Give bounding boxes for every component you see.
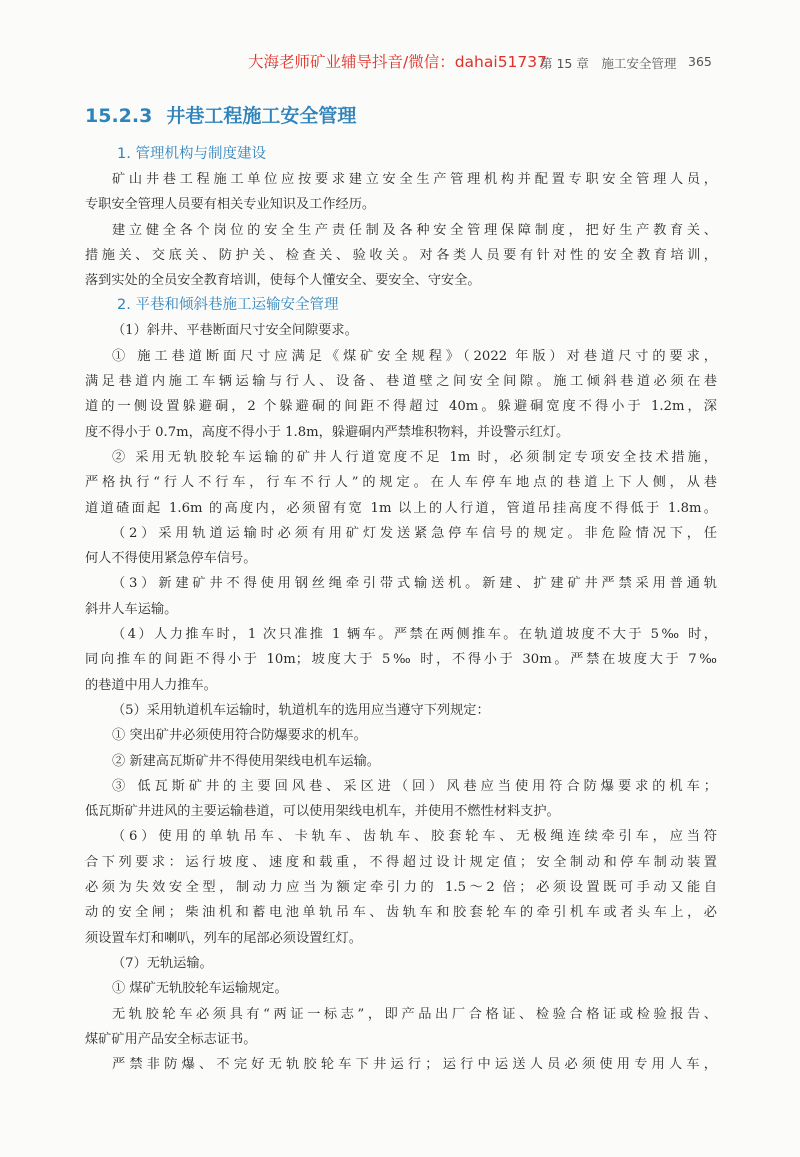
text-line: ① 施工巷道断面尺寸应满足《煤矿安全规程》（2022 年版）对巷道尺寸的要求， — [112, 348, 717, 364]
body-text — [85, 142, 717, 1077]
text-line: ② 新建高瓦斯矿井不得使用架线电机车运输。 — [112, 753, 380, 769]
text-line: 的巷道中用人力推车。 — [85, 677, 217, 693]
text-line: 合下列要求：运行坡度、速度和载重，不得超过设计规定值；安全制动和停车制动装置 — [85, 854, 717, 870]
text-line: （6）使用的单轨吊车、卡轨车、齿轨车、胶套轮车、无极绳连续牵引车，应当符 — [112, 829, 717, 845]
text-line: 度不得小于 0.7m，高度不得小于 1.8m，躲避硐内严禁堆积物料，并设警示红灯。 — [85, 424, 570, 440]
text-line: 建立健全各个岗位的安全生产责任制及各种安全管理保障制度，把好生产教育关、 — [112, 222, 717, 238]
text-line: 无轨胶轮车必须具有“两证一标志”，即产品出厂合格证、检验合格证或检验报告、 — [112, 1006, 717, 1022]
text-line: 同向推车的间距不得小于 10m；坡度大于 5‰ 时，不得小于 30m。严禁在坡度大于 7‰ — [85, 652, 717, 668]
text-line: 何人不得使用紧急停车信号。 — [85, 551, 257, 567]
text-line: 专职安全管理人员要有相关专业知识及工作经历。 — [85, 197, 376, 213]
text-line: 道道碴面起 1.6m 的高度内，必须留有宽 1m 以上的人行道，管道吊挂高度不得低于 1.8m。 — [85, 500, 717, 516]
text-line: （1）斜井、平巷断面尺寸安全间隙要求。 — [112, 323, 358, 339]
text-line: ③ 低瓦斯矿井的主要回风巷、采区进（回）风巷应当使用符合防爆要求的机车； — [112, 778, 717, 794]
text-line: 满足巷道内施工车辆运输与行人、设备、巷道壁之间安全间隙。施工倾斜巷道必须在巷 — [85, 374, 717, 390]
subsection-heading: 1. 管理机构与制度建设 — [117, 146, 266, 162]
watermark-text: 大海老师矿业辅导抖音/微信：dahai51737 — [248, 53, 547, 71]
text-line: 低瓦斯矿井进风的主要运输巷道，可以使用架线电机车，并使用不燃性材料支护。 — [85, 804, 560, 820]
text-line: 落到实处的全员安全教育培训，使每个人懂安全、要安全、守安全。 — [85, 273, 481, 289]
text-line: 必须为失效安全型，制动力应当为额定牵引力的 1.5～2 倍；必须设置既可手动又能自 — [85, 880, 717, 896]
text-line: ② 采用无轨胶轮车运输的矿井人行道宽度不足 1m 时，必须制定专项安全技术措施， — [112, 449, 717, 465]
text-line: （7）无轨运输。 — [112, 955, 213, 971]
text-line: 须设置车灯和喇叭，列车的尾部必须设置红灯。 — [85, 930, 362, 946]
text-line: 严禁非防爆、不完好无轨胶轮车下井运行；运行中运送人员必须使用专用人车， — [112, 1057, 717, 1073]
running-head: 第 15 章 施工安全管理 — [540, 56, 677, 71]
text-line: （2）采用轨道运输时必须有用矿灯发送紧急停车信号的规定。非危险情况下，任 — [112, 525, 717, 541]
text-line: ① 煤矿无轨胶轮车运输规定。 — [112, 981, 288, 997]
text-line: 动的安全闸；柴油机和蓄电池单轨吊车、齿轨车和胶套轮车的牵引机车或者头车上，必 — [85, 905, 717, 921]
page-number: 365 — [688, 54, 712, 69]
text-line: （4）人力推车时，1 次只准推 1 辆车。严禁在两侧推车。在轨道坡度不大于 5‰ 时， — [112, 627, 717, 643]
section-number: 15.2.3 — [85, 105, 153, 127]
section-title-text: 井巷工程施工安全管理 — [166, 105, 357, 127]
text-line: （3）新建矿井不得使用钢丝绳牵引带式输送机。新建、扩建矿井严禁采用普通轨 — [112, 576, 717, 592]
section-title — [85, 101, 356, 128]
text-line: 严格执行“行人不行车，行车不行人”的规定。在人车停车地点的巷道上下人侧，从巷 — [85, 475, 717, 491]
subsection-heading: 2. 平巷和倾斜巷施工运输安全管理 — [117, 297, 339, 314]
text-line: 措施关、交底关、防护关、检查关、验收关。对各类人员要有针对性的安全教育培训， — [85, 247, 717, 263]
page-header — [0, 50, 800, 74]
text-line: 道的一侧设置躲避硐，2 个躲避硐的间距不得超过 40m。躲避硐宽度不得小于 1.2m，深 — [85, 399, 717, 415]
text-line: 矿山井巷工程施工单位应按要求建立安全生产管理机构并配置专职安全管理人员， — [112, 172, 717, 187]
text-line: ① 突出矿井必须使用符合防爆要求的机车。 — [112, 728, 367, 744]
text-line: （5）采用轨道机车运输时，轨道机车的选用应当遵守下列规定： — [112, 702, 490, 718]
text-line: 斜井人车运输。 — [85, 601, 178, 617]
text-line: 煤矿矿用产品安全标志证书。 — [85, 1031, 257, 1047]
